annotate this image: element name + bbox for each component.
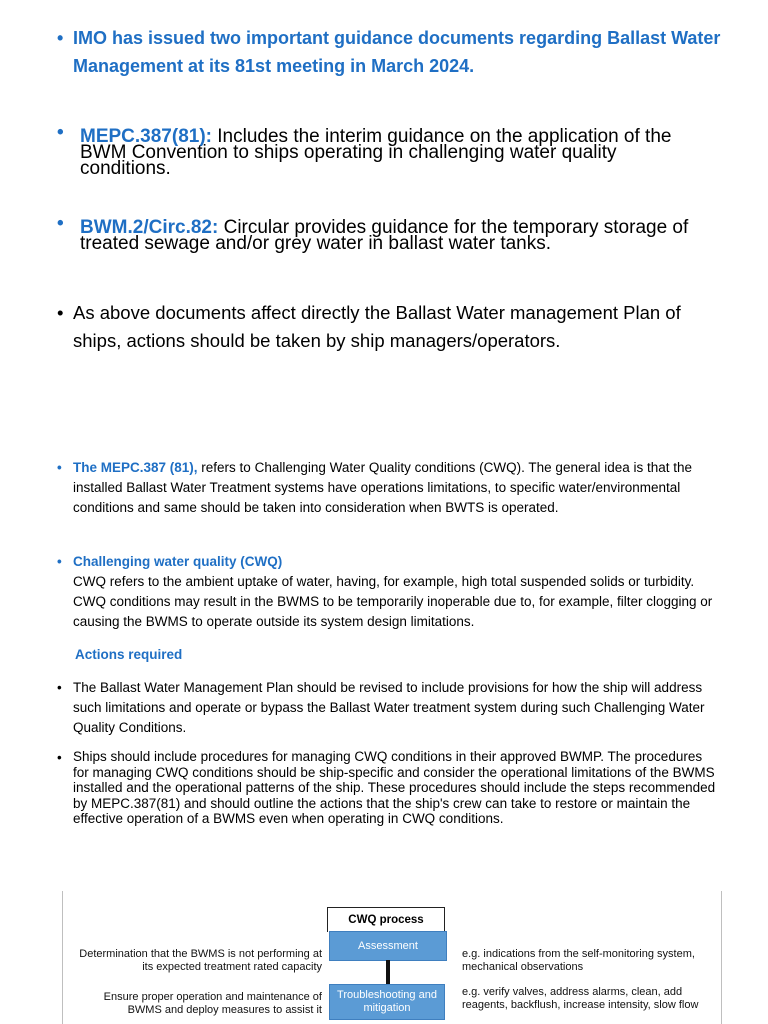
troubleshooting-box: Troubleshooting and mitigation	[329, 984, 445, 1020]
action-item: The Ballast Water Management Plan should be revised to include provisions for how the ship will address such limitations and operate or bypass the Ballast Water treatment system during such Challenging Water Quality Conditions.	[73, 680, 705, 735]
step-example: e.g. verify valves, address alarms, clean, add reagents, backflush, increase intensity, slow flow	[462, 986, 699, 1011]
doc-text-line: treated sewage and/or grey water in ballast water tanks.	[80, 233, 552, 254]
bullet-dot: •	[57, 213, 64, 234]
actions-heading: Actions required	[75, 647, 183, 662]
bullet-dot: •	[57, 28, 64, 48]
mepc-paragraph	[73, 458, 718, 518]
bullet-dot: •	[57, 554, 62, 569]
bullet-dot: •	[57, 750, 62, 765]
mepc-label: The MEPC.387 (81),	[73, 460, 198, 475]
step-example: e.g. indications from the self-monitoring system, mechanical observations	[462, 948, 695, 973]
bullet-dot: •	[57, 302, 64, 323]
cwq-text: CWQ refers to the ambient uptake of water, having, for example, high total suspended solids or turbidity. CWQ conditions may result in the BWMS to be temporarily inoperable due to, for example, filter clogging or causing the BWMS to operate outside its system design limitations.	[73, 574, 713, 629]
diagram-border	[62, 891, 63, 1024]
assessment-box: Assessment	[329, 931, 447, 961]
diagram-title: CWQ process	[327, 907, 445, 932]
process-connector	[386, 960, 390, 984]
bullet-dot: •	[57, 680, 62, 695]
step-description: Ensure proper operation and maintenance of BWMS and deploy measures to assist it	[103, 991, 322, 1016]
cwq-process-diagram	[62, 891, 722, 1024]
bullet-dot: •	[57, 460, 62, 475]
doc-text-line: Includes the interim guidance on the application of the	[212, 126, 672, 147]
diagram-border	[721, 891, 722, 1024]
action-item: Ships should include procedures for managing CWQ conditions in their approved BWMP. The procedures for managing CWQ conditions should be ship-specific and consider the operational limitations of the BWMS installed and the operational patterns of the ship. These procedures should include the steps recommended by MEPC.387(81) and should outline the actions that the ship's crew can take to restore or maintain the effective operation of a BWMS even when operating in CWQ conditions.	[73, 749, 716, 826]
step-description: Determination that the BWMS is not performing at its expected treatment rated capacity	[79, 948, 322, 973]
doc-text-line: BWM Convention to ships operating in challenging water quality	[80, 142, 617, 163]
doc-text-line: conditions.	[80, 158, 171, 179]
cwq-heading: Challenging water quality (CWQ)	[73, 554, 283, 569]
bullet-dot: •	[57, 122, 64, 143]
mepc-text: refers to Challenging Water Quality conditions (CWQ). The general idea is that the installed Ballast Water Treatment systems have operations limitations, to specific water/environmental conditions and same should be taken into consideration when BWTS is operated.	[73, 460, 693, 515]
doc-mepc-387	[80, 126, 740, 179]
doc-code: MEPC.387(81):	[80, 126, 212, 147]
intro-text: IMO has issued two important guidance documents regarding Ballast Water Management at its 81st meeting in March 2024.	[73, 28, 721, 76]
doc-code: BWM.2/Circ.82:	[80, 217, 219, 238]
affect-text: As above documents affect directly the Ballast Water management Plan of ships, actions should be taken by ship managers/operators.	[73, 302, 681, 351]
doc-bwm-circ-82	[80, 217, 740, 254]
doc-text-line: Circular provides guidance for the temporary storage of	[218, 217, 689, 238]
